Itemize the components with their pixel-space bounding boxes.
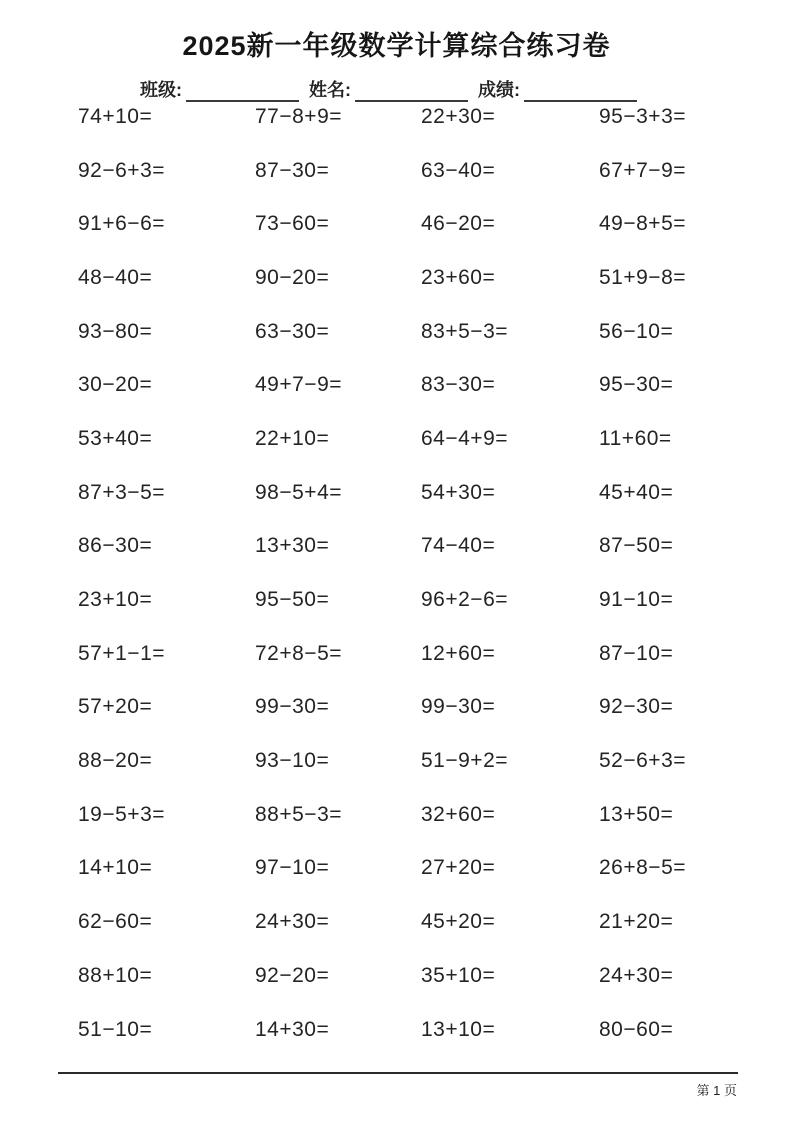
problems-grid [78,90,741,1056]
problem-r12-c4: 92−30= [599,695,674,719]
problem-r12-c2: 99−30= [255,695,330,719]
name-label: 姓名: [309,80,351,100]
class-label: 班级: [140,80,182,100]
problem-r9-c2: 13+30= [255,534,330,558]
problem-r4-c2: 90−20= [255,265,330,289]
problem-r1-c3: 22+30= [421,104,496,128]
problem-r8-c2: 98−5+4= [255,480,343,504]
problem-r15-c3: 27+20= [421,856,496,880]
problem-r2-c4: 67+7−9= [599,158,687,182]
problem-r6-c4: 95−30= [599,373,674,397]
problem-r15-c4: 26+8−5= [599,856,687,880]
problem-r13-c1: 88−20= [78,749,153,773]
problem-r8-c3: 54+30= [421,480,496,504]
problem-r17-c1: 88+10= [78,963,153,987]
problem-r13-c4: 52−6+3= [599,749,687,773]
problem-r10-c2: 95−50= [255,588,330,612]
problem-r10-c1: 23+10= [78,588,153,612]
footer-divider [58,1072,738,1074]
problem-r16-c4: 21+20= [599,910,674,934]
problem-r6-c3: 83−30= [421,373,496,397]
problem-r11-c1: 57+1−1= [78,641,166,665]
problem-r16-c3: 45+20= [421,910,496,934]
problem-r11-c3: 12+60= [421,641,496,665]
problem-r11-c4: 87−10= [599,641,674,665]
problem-r18-c1: 51−10= [78,1017,153,1041]
problem-r17-c2: 92−20= [255,963,330,987]
problem-r1-c1: 74+10= [78,104,153,128]
problem-r11-c2: 72+8−5= [255,641,343,665]
problem-r2-c2: 87−30= [255,158,330,182]
problem-r5-c2: 63−30= [255,319,330,343]
problem-r3-c3: 46−20= [421,212,496,236]
problem-r6-c1: 30−20= [78,373,153,397]
score-label: 成绩: [478,80,520,100]
problem-r4-c3: 23+60= [421,265,496,289]
problem-r10-c4: 91−10= [599,588,674,612]
problem-r17-c3: 35+10= [421,963,496,987]
problem-r4-c1: 48−40= [78,265,153,289]
problem-r8-c4: 45+40= [599,480,674,504]
problem-r13-c3: 51−9+2= [421,749,509,773]
problem-r1-c4: 95−3+3= [599,104,687,128]
page-number: 第 1 页 [696,1083,737,1098]
problem-r9-c1: 86−30= [78,534,153,558]
problem-r7-c2: 22+10= [255,426,330,450]
problem-r7-c4: 11+60= [599,426,672,450]
problem-r14-c1: 19−5+3= [78,802,166,826]
problem-r15-c1: 14+10= [78,856,153,880]
problem-r14-c3: 32+60= [421,802,496,826]
problem-r12-c3: 99−30= [421,695,496,719]
problem-r18-c4: 80−60= [599,1017,674,1041]
problem-r7-c1: 53+40= [78,426,153,450]
problem-r16-c2: 24+30= [255,910,330,934]
page-title: 2025新一年级数学计算综合练习卷 [182,31,611,61]
problem-r18-c2: 14+30= [255,1017,330,1041]
problem-r2-c1: 92−6+3= [78,158,166,182]
problem-r15-c2: 97−10= [255,856,330,880]
problem-r3-c2: 73−60= [255,212,330,236]
problem-r2-c3: 63−40= [421,158,496,182]
problem-r4-c4: 51+9−8= [599,265,687,289]
problem-r5-c4: 56−10= [599,319,674,343]
problem-r13-c2: 93−10= [255,749,330,773]
problem-r7-c3: 64−4+9= [421,426,509,450]
problem-r12-c1: 57+20= [78,695,153,719]
problem-r5-c3: 83+5−3= [421,319,509,343]
problem-r3-c1: 91+6−6= [78,212,166,236]
problem-r5-c1: 93−80= [78,319,153,343]
problem-r17-c4: 24+30= [599,963,674,987]
problem-r1-c2: 77−8+9= [255,104,343,128]
problem-r14-c2: 88+5−3= [255,802,343,826]
problem-r9-c4: 87−50= [599,534,674,558]
problem-r9-c3: 74−40= [421,534,496,558]
problem-r10-c3: 96+2−6= [421,588,509,612]
problem-r8-c1: 87+3−5= [78,480,166,504]
problem-r6-c2: 49+7−9= [255,373,343,397]
problem-r14-c4: 13+50= [599,802,674,826]
problem-r3-c4: 49−8+5= [599,212,687,236]
problem-r16-c1: 62−60= [78,910,153,934]
problem-r18-c3: 13+10= [421,1017,496,1041]
